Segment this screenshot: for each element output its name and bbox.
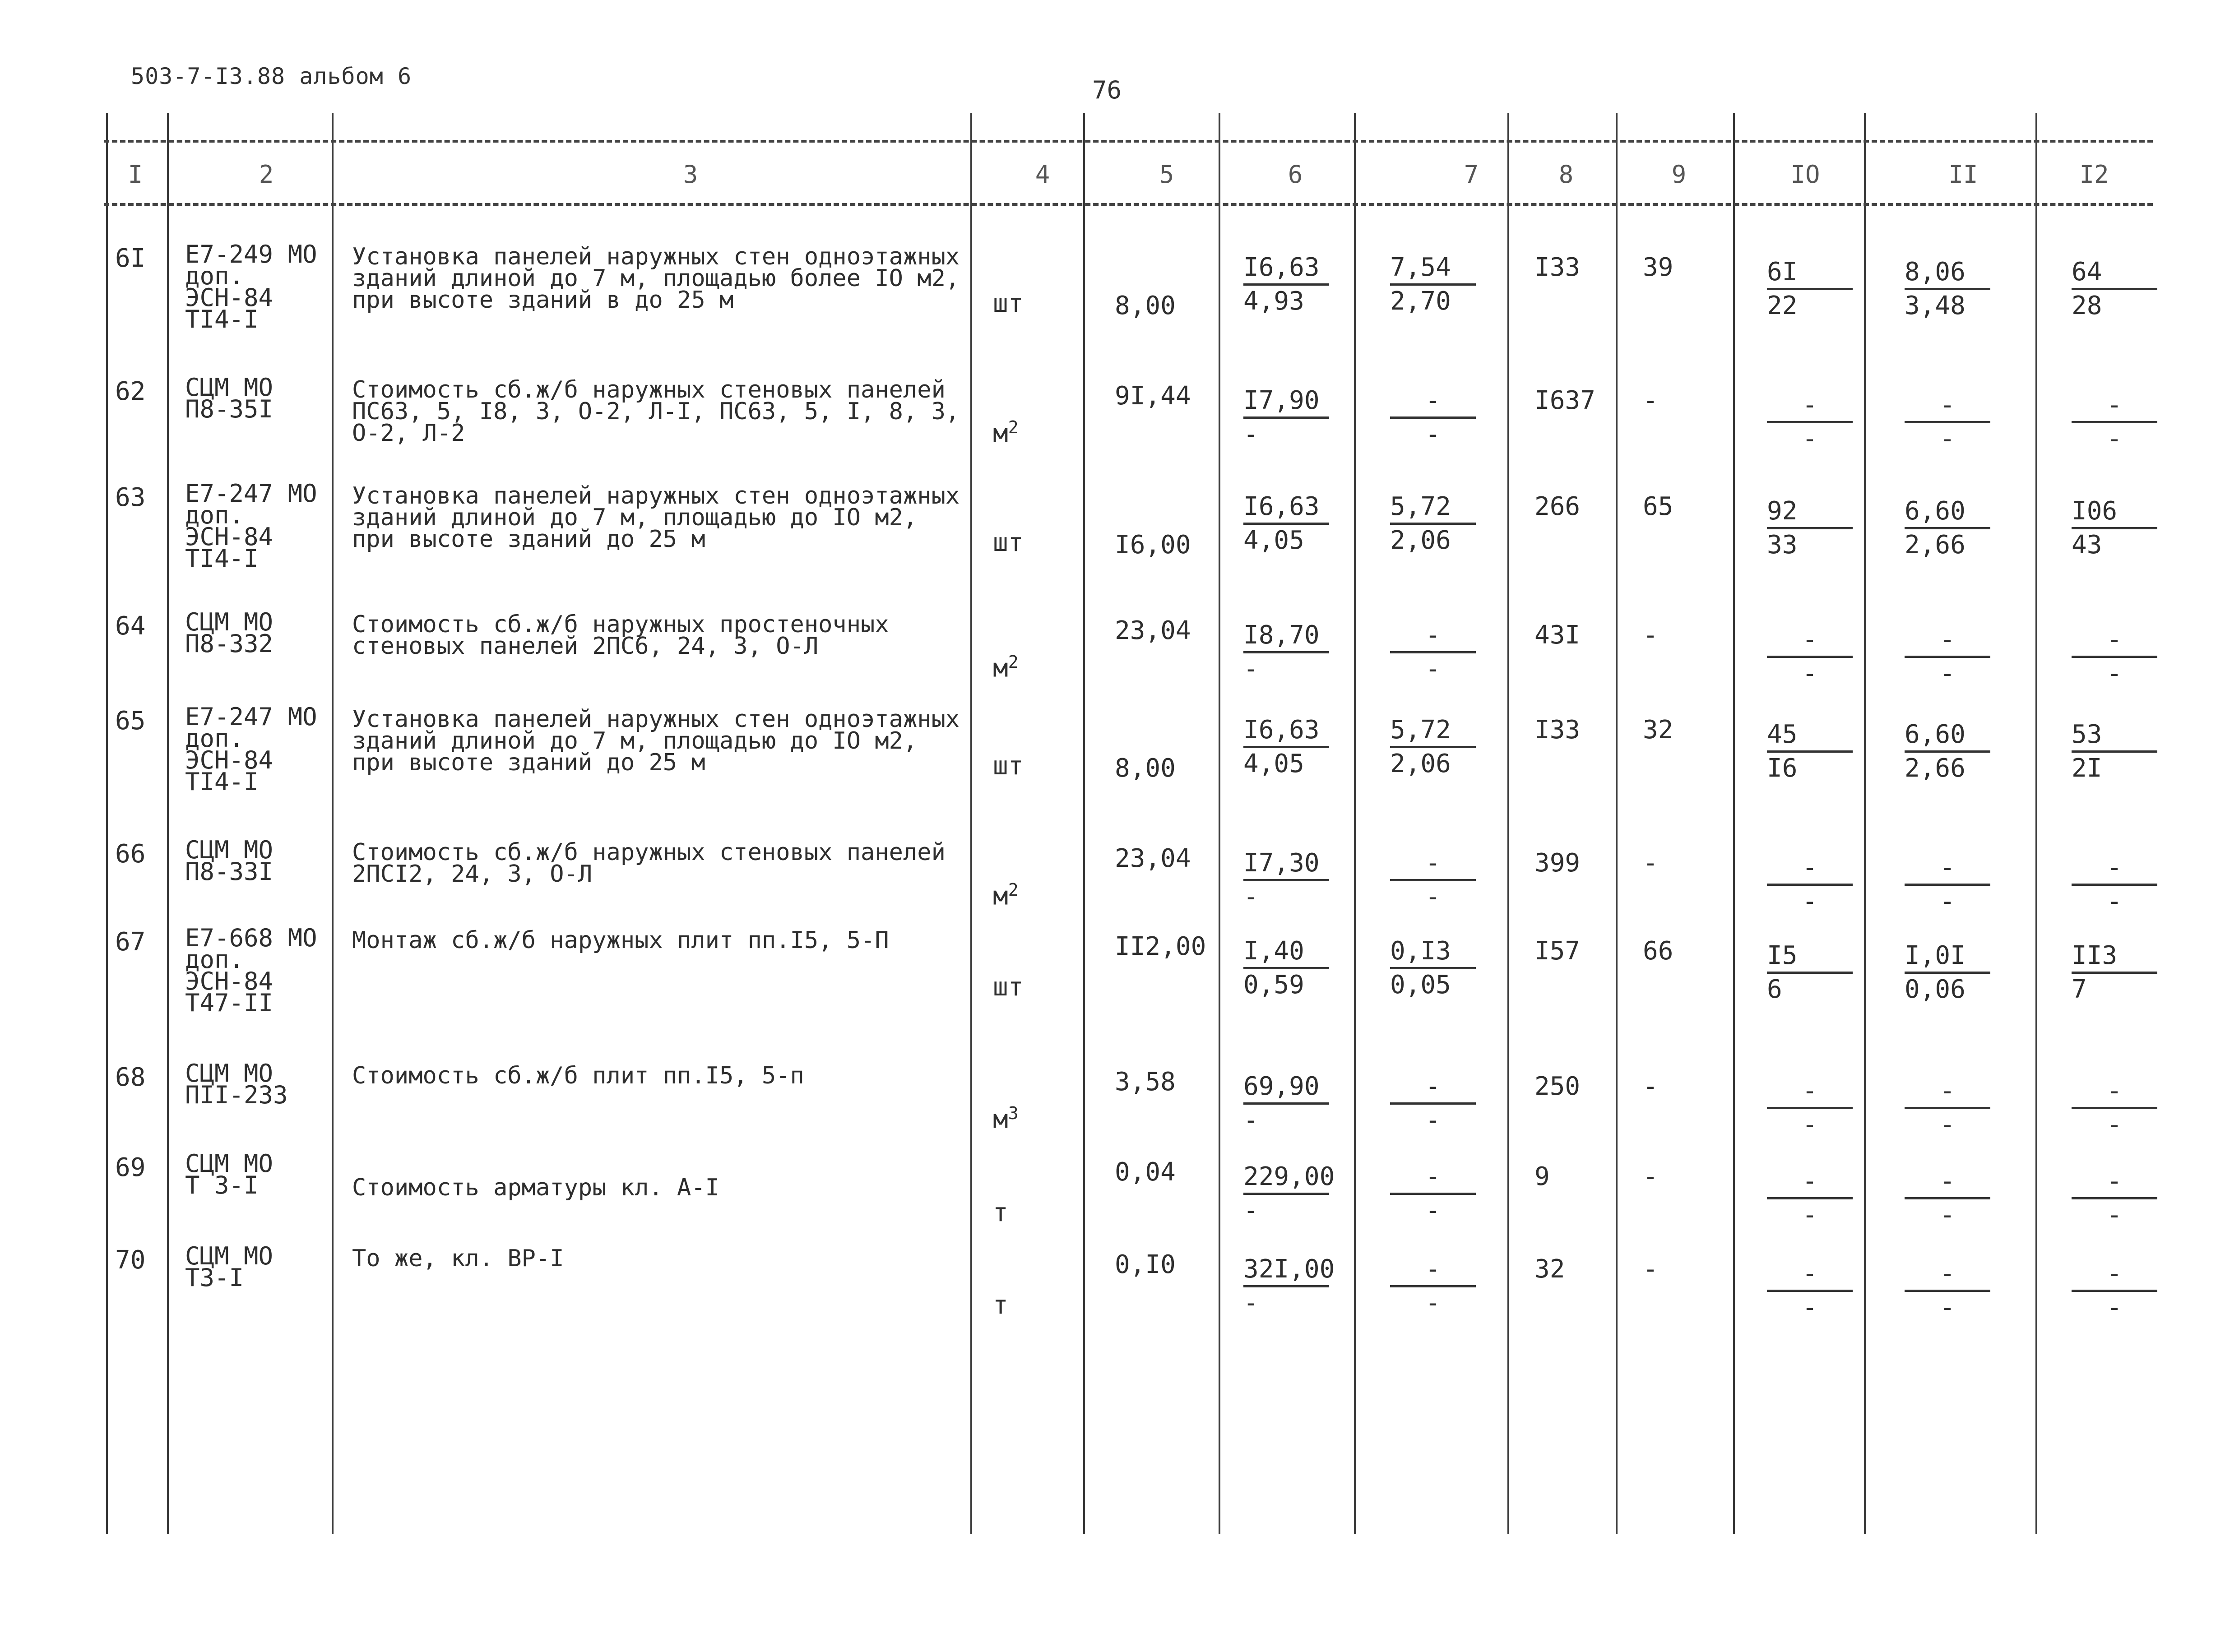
norm-code: СЦМ МО П8-33I — [185, 836, 274, 886]
fraction-denominator: - — [1940, 887, 1955, 916]
fraction-numerator: - — [2072, 625, 2157, 658]
fraction-numerator: I,0I — [1905, 941, 1990, 974]
labor-hours-total — [2072, 390, 2157, 453]
norm-code: СЦМ МО Т 3-I — [185, 1149, 274, 1199]
fraction-numerator: - — [1905, 853, 1990, 886]
fraction-denominator: 43 — [2072, 530, 2102, 560]
work-description: Стоимость сб.ж/б наружных простеночных стеновых панелей 2ПС6, 24, 3, О-Л — [352, 611, 889, 660]
fraction-numerator: 69,90 — [1243, 1072, 1329, 1105]
unit-cost — [1243, 1254, 1335, 1318]
fraction-denominator: - — [2107, 424, 2122, 453]
fraction-denominator: - — [1243, 654, 1259, 684]
column-divider — [1864, 113, 1866, 1534]
fraction-numerator: - — [1905, 625, 1990, 658]
fraction-denominator: - — [1802, 887, 1817, 916]
labor-hours-unit — [1905, 1259, 1990, 1322]
column-number: I2 — [2079, 160, 2109, 189]
fraction-numerator: II3 — [2072, 941, 2157, 974]
fraction-numerator: 6,60 — [1905, 496, 1990, 529]
column-divider — [1354, 113, 1356, 1534]
fraction-denominator: - — [1802, 1110, 1817, 1139]
fraction-numerator: - — [1767, 853, 1853, 886]
overhead-cost — [1767, 941, 1853, 1004]
unit-cost — [1243, 715, 1329, 778]
fraction-denominator: 2,06 — [1390, 526, 1451, 555]
fraction-denominator: - — [1802, 1293, 1817, 1322]
fraction-numerator: I,40 — [1243, 936, 1329, 969]
fraction-denominator: - — [1425, 1196, 1441, 1225]
column-number: 2 — [259, 160, 274, 189]
column-divider — [332, 113, 334, 1534]
unit-cost — [1243, 1162, 1335, 1225]
fraction-numerator: - — [1390, 386, 1476, 419]
fraction-denominator: 2,70 — [1390, 287, 1451, 316]
work-description: Стоимость арматуры кл. А-I — [352, 1174, 719, 1201]
fraction-denominator: - — [1940, 1110, 1955, 1139]
overhead-cost — [1767, 257, 1853, 320]
fraction-numerator: 32I,00 — [1243, 1254, 1329, 1287]
labor-hours-unit — [1905, 625, 1990, 688]
fraction-numerator: - — [1767, 1166, 1853, 1199]
row-number: 66 — [115, 839, 146, 869]
work-description: Монтаж сб.ж/б наружных плит пп.I5, 5-П — [352, 927, 889, 954]
fraction-numerator: - — [1390, 620, 1476, 653]
column-divider — [1616, 113, 1618, 1534]
header-rule — [104, 203, 2153, 206]
labor-hours-total — [2072, 257, 2157, 320]
fraction-numerator: 6,60 — [1905, 720, 1990, 753]
fraction-numerator: 8,06 — [1905, 257, 1990, 290]
column-divider — [970, 113, 972, 1534]
fraction-numerator: - — [1390, 1072, 1476, 1105]
work-description: Стоимость сб.ж/б наружных стеновых панелей 2ПСI2, 24, 3, О-Л — [352, 839, 946, 888]
fraction-denominator: - — [2107, 659, 2122, 688]
fraction-denominator: - — [1243, 1106, 1259, 1135]
total-cost: I637 — [1534, 386, 1595, 415]
work-description: Установка панелей наружных стен одноэтажных зданий длиной до 7 м, площадью до IO м2, при высоте зданий до 25 м — [352, 482, 960, 553]
fraction-denominator: - — [1243, 420, 1259, 449]
quantity: 0,04 — [1115, 1157, 1176, 1187]
norm-code: Е7-247 МО доп. ЭСН-84 ТI4-I — [185, 703, 317, 796]
overhead-cost — [1767, 853, 1853, 916]
column-divider — [1733, 113, 1735, 1534]
norm-code: СЦМ МО ПII-233 — [185, 1059, 288, 1109]
wage-cost — [1390, 715, 1476, 778]
fraction-denominator: - — [2107, 887, 2122, 916]
fraction-numerator: 7,54 — [1390, 253, 1476, 286]
unit: шт — [993, 528, 1024, 557]
quantity: 0,I0 — [1115, 1250, 1176, 1279]
wage-cost — [1390, 253, 1476, 315]
fraction-denominator: - — [1940, 659, 1955, 688]
fraction-numerator: - — [1390, 848, 1476, 881]
fraction-numerator: - — [1905, 1166, 1990, 1199]
fraction-numerator: I7,30 — [1243, 848, 1329, 881]
column-number: II — [1948, 160, 1978, 189]
labor-hours-total — [2072, 1166, 2157, 1229]
fraction-numerator: 92 — [1767, 496, 1853, 529]
wage-cost — [1390, 936, 1476, 999]
labor-hours-total — [2072, 1076, 2157, 1139]
wage-cost — [1390, 386, 1476, 449]
fraction-denominator: 0,06 — [1905, 975, 1965, 1004]
fraction-denominator: 2,06 — [1390, 749, 1451, 778]
overhead-cost — [1767, 720, 1853, 782]
labor-cost: - — [1643, 1072, 1658, 1101]
unit: шт — [993, 972, 1024, 1002]
fraction-numerator: 64 — [2072, 257, 2157, 290]
fraction-denominator: - — [1243, 882, 1259, 912]
fraction-numerator: - — [2072, 1259, 2157, 1292]
row-number: 70 — [115, 1245, 146, 1275]
unit: $м^2$ — [993, 880, 1019, 911]
fraction-numerator: 5,72 — [1390, 492, 1476, 525]
fraction-denominator: - — [2107, 1110, 2122, 1139]
unit: шт — [993, 751, 1024, 781]
fraction-denominator: 0,59 — [1243, 970, 1304, 1000]
quantity: 23,04 — [1115, 844, 1191, 873]
fraction-denominator: 4,05 — [1243, 749, 1304, 778]
total-cost: 399 — [1534, 848, 1581, 878]
fraction-denominator: 3,48 — [1905, 291, 1965, 320]
labor-cost: - — [1643, 620, 1658, 650]
work-description: Стоимость сб.ж/б плит пп.I5, 5-п — [352, 1062, 804, 1089]
fraction-numerator: 45 — [1767, 720, 1853, 753]
labor-hours-unit — [1905, 390, 1990, 453]
column-divider — [106, 113, 108, 1534]
norm-code: СЦМ МО Т3-I — [185, 1242, 274, 1292]
unit: т — [993, 1291, 1008, 1320]
fraction-denominator: 4,05 — [1243, 526, 1304, 555]
overhead-cost — [1767, 1259, 1853, 1322]
quantity: 8,00 — [1115, 291, 1176, 320]
fraction-numerator: - — [1905, 390, 1990, 423]
unit: шт — [993, 289, 1024, 318]
fraction-numerator: 5,72 — [1390, 715, 1476, 748]
norm-code: Е7-668 МО доп. ЭСН-84 Т47-II — [185, 924, 317, 1017]
total-cost: I33 — [1534, 253, 1581, 282]
fraction-numerator: - — [2072, 390, 2157, 423]
labor-hours-unit — [1905, 941, 1990, 1004]
unit-cost — [1243, 492, 1329, 555]
total-cost: 43I — [1534, 620, 1581, 650]
fraction-numerator: - — [2072, 1166, 2157, 1199]
column-divider — [1083, 113, 1085, 1534]
wage-cost — [1390, 1072, 1476, 1134]
labor-cost: - — [1643, 1254, 1658, 1284]
column-number: 5 — [1159, 160, 1174, 189]
total-cost: 9 — [1534, 1162, 1550, 1191]
quantity: 8,00 — [1115, 754, 1176, 783]
quantity: II2,00 — [1115, 932, 1206, 961]
quantity: 9I,44 — [1115, 381, 1191, 411]
fraction-numerator: I6,63 — [1243, 715, 1329, 748]
fraction-denominator: - — [1425, 1106, 1441, 1135]
column-number: 6 — [1288, 160, 1303, 189]
fraction-denominator: - — [2107, 1293, 2122, 1322]
fraction-numerator: - — [2072, 1076, 2157, 1109]
fraction-numerator: I8,70 — [1243, 620, 1329, 653]
fraction-denominator: - — [2107, 1200, 2122, 1230]
fraction-numerator: - — [1905, 1076, 1990, 1109]
total-cost: I33 — [1534, 715, 1581, 745]
labor-hours-unit — [1905, 720, 1990, 782]
header-rule — [104, 140, 2153, 143]
row-number: 64 — [115, 611, 146, 641]
labor-hours-total — [2072, 625, 2157, 688]
fraction-denominator: - — [1425, 882, 1441, 912]
work-description: Стоимость сб.ж/б наружных стеновых панелей ПС63, 5, I8, 3, О-2, Л-I, ПС63, 5, I, 8, 3, О-2, Л-2 — [352, 376, 960, 447]
labor-hours-unit — [1905, 1166, 1990, 1229]
labor-hours-unit — [1905, 853, 1990, 916]
overhead-cost — [1767, 496, 1853, 559]
wage-cost — [1390, 492, 1476, 555]
fraction-numerator: 229,00 — [1243, 1162, 1329, 1195]
fraction-denominator: - — [1802, 659, 1817, 688]
fraction-denominator: 22 — [1767, 291, 1798, 320]
fraction-denominator: - — [1940, 1293, 1955, 1322]
unit-exponent: 2 — [1008, 417, 1019, 437]
labor-cost: 32 — [1643, 715, 1673, 745]
fraction-numerator: 6I — [1767, 257, 1853, 290]
column-divider — [1219, 113, 1220, 1534]
labor-hours-total — [2072, 720, 2157, 782]
fraction-numerator: I6,63 — [1243, 492, 1329, 525]
quantity: 23,04 — [1115, 616, 1191, 645]
fraction-numerator: - — [1905, 1259, 1990, 1292]
work-description: Установка панелей наружных стен одноэтажных зданий длиной до 7 м, площадью до IO м2, при высоте зданий до 25 м — [352, 706, 960, 776]
column-number: I — [128, 160, 143, 189]
document-code: 503-7-I3.88 альбом 6 — [131, 63, 412, 89]
fraction-numerator: I6,63 — [1243, 253, 1329, 286]
labor-cost: 39 — [1643, 253, 1673, 282]
fraction-numerator: - — [1390, 1162, 1476, 1195]
row-number: 67 — [115, 927, 146, 957]
fraction-numerator: - — [1767, 1076, 1853, 1109]
total-cost: 266 — [1534, 492, 1581, 521]
quantity: 3,58 — [1115, 1067, 1176, 1097]
overhead-cost — [1767, 1076, 1853, 1139]
unit: $м^2$ — [993, 652, 1019, 683]
wage-cost — [1390, 1254, 1476, 1317]
unit-cost — [1243, 386, 1329, 449]
fraction-denominator: - — [1802, 1200, 1817, 1230]
fraction-denominator: 6 — [1767, 975, 1782, 1004]
fraction-denominator: - — [1940, 1200, 1955, 1230]
labor-hours-total — [2072, 496, 2157, 559]
unit-cost — [1243, 936, 1329, 999]
work-description: То же, кл. ВР-I — [352, 1245, 564, 1272]
unit-exponent: 2 — [1008, 880, 1019, 900]
fraction-denominator: - — [1425, 1288, 1441, 1318]
labor-hours-unit — [1905, 1076, 1990, 1139]
fraction-denominator: 2,66 — [1905, 754, 1965, 783]
unit-cost — [1243, 848, 1329, 911]
row-number: 69 — [115, 1153, 146, 1182]
row-number: 63 — [115, 483, 146, 512]
labor-cost: - — [1643, 1162, 1658, 1191]
page-number: 76 — [1092, 76, 1122, 104]
labor-hours-unit — [1905, 496, 1990, 559]
fraction-denominator: - — [1940, 424, 1955, 453]
fraction-numerator: 0,I3 — [1390, 936, 1476, 969]
fraction-denominator: 33 — [1767, 530, 1798, 560]
fraction-numerator: - — [2072, 853, 2157, 886]
overhead-cost — [1767, 1166, 1853, 1229]
labor-hours-total — [2072, 941, 2157, 1004]
labor-hours-unit — [1905, 257, 1990, 320]
labor-cost: 65 — [1643, 492, 1673, 521]
row-number: 65 — [115, 706, 146, 736]
fraction-denominator: - — [1425, 654, 1441, 684]
norm-code: СЦМ МО П8-332 — [185, 608, 274, 658]
fraction-denominator: 28 — [2072, 291, 2102, 320]
column-number: 4 — [1035, 160, 1050, 189]
fraction-numerator: 53 — [2072, 720, 2157, 753]
fraction-denominator: 2,66 — [1905, 530, 1965, 560]
overhead-cost — [1767, 625, 1853, 688]
fraction-denominator: 4,93 — [1243, 287, 1304, 316]
fraction-numerator: - — [1390, 1254, 1476, 1287]
unit-cost — [1243, 253, 1329, 315]
fraction-numerator: I06 — [2072, 496, 2157, 529]
labor-hours-total — [2072, 853, 2157, 916]
labor-cost: 66 — [1643, 936, 1673, 966]
fraction-numerator: I7,90 — [1243, 386, 1329, 419]
fraction-numerator: - — [1767, 625, 1853, 658]
wage-cost — [1390, 848, 1476, 911]
labor-hours-total — [2072, 1259, 2157, 1322]
fraction-denominator: - — [1243, 1196, 1259, 1225]
column-number: 7 — [1464, 160, 1479, 189]
unit: $м^2$ — [993, 417, 1019, 449]
labor-cost: - — [1643, 848, 1658, 878]
total-cost: I57 — [1534, 936, 1581, 966]
column-number: 3 — [683, 160, 698, 189]
unit: т — [993, 1198, 1008, 1227]
labor-cost: - — [1643, 386, 1658, 415]
row-number: 68 — [115, 1063, 146, 1092]
fraction-denominator: - — [1802, 424, 1817, 453]
fraction-denominator: I6 — [1767, 754, 1798, 783]
fraction-denominator: - — [1243, 1288, 1259, 1318]
column-divider — [167, 113, 169, 1534]
unit-cost — [1243, 620, 1329, 683]
norm-code: СЦМ МО П8-35I — [185, 373, 274, 423]
column-divider — [1507, 113, 1509, 1534]
quantity: I6,00 — [1115, 530, 1191, 560]
norm-code: Е7-247 МО доп. ЭСН-84 ТI4-I — [185, 479, 317, 573]
fraction-numerator: - — [1767, 390, 1853, 423]
row-number: 62 — [115, 377, 146, 406]
unit-exponent: 3 — [1008, 1103, 1019, 1123]
wage-cost — [1390, 1162, 1476, 1225]
total-cost: 32 — [1534, 1254, 1565, 1284]
total-cost: 250 — [1534, 1072, 1581, 1101]
work-description: Установка панелей наружных стен одноэтажных зданий длиной до 7 м, площадью более IO м2, при высоте зданий в до 25 м — [352, 243, 960, 314]
unit-cost — [1243, 1072, 1329, 1134]
column-divider — [2035, 113, 2037, 1534]
fraction-denominator: 7 — [2072, 975, 2087, 1004]
fraction-denominator: - — [1425, 420, 1441, 449]
wage-cost — [1390, 620, 1476, 683]
fraction-denominator: 2I — [2072, 754, 2102, 783]
fraction-numerator: I5 — [1767, 941, 1853, 974]
column-number: IO — [1790, 160, 1820, 189]
row-number: 6I — [115, 244, 146, 273]
unit-exponent: 2 — [1008, 652, 1019, 672]
fraction-numerator: - — [1767, 1259, 1853, 1292]
column-number: 8 — [1558, 160, 1574, 189]
fraction-denominator: 0,05 — [1390, 970, 1451, 1000]
norm-code: Е7-249 МО доп. ЭСН-84 ТI4-I — [185, 240, 317, 333]
column-number: 9 — [1671, 160, 1687, 189]
overhead-cost — [1767, 390, 1853, 453]
unit: $м^3$ — [993, 1103, 1019, 1134]
